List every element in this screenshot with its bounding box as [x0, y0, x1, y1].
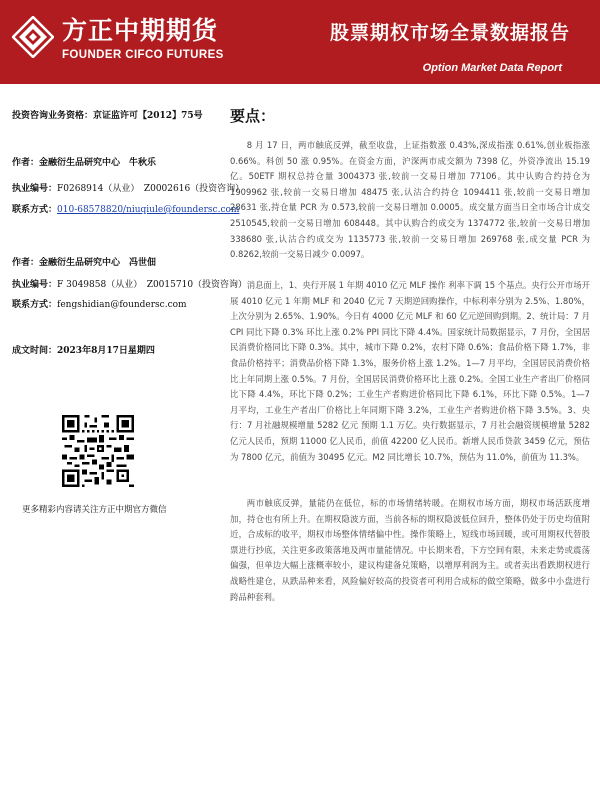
- date-value: 2023年8月17日星期四: [57, 346, 155, 356]
- company-logo: [12, 16, 224, 61]
- summary-paragraph-1: 8 月 17 日，两市触底反弹，截至收盘，上证指数涨 0.43%,深成指涨 0.61%,创业板指涨 0.66%。科创 50 涨 0.95%。在资金方面，沪深两市成交额为 7398 亿，外资净流出 15.19 亿。50ETF 期权总持仓量 3004373 张,较前一交易日增加 77106。其中认购合约持仓为 1909962 张,较前一交易日增加 48475 张,认沽合约持仓 1094411 张,较前一交易日增加 28631 张,持仓量 PCR 为 0.573,较前一交易日增加 0.0005。成交量方面当日全市场合计成交 2510545,较前一交易日增加 608448。其中认购合约成交为 1374772 张,较前一交易日增加 338680 张,认沽合约成交为 1135773 张,较前一交易日增加 269768 张,成交量 PCR 为 0.8262,较前一交易日减少 0.0097。: [230, 140, 590, 260]
- qr-caption: 更多精彩内容请关注方正中期官方微信: [22, 505, 167, 515]
- author1-practice-line: [12, 181, 244, 194]
- report-title: 股票期权市场全景数据报告: [329, 22, 570, 44]
- author2-contact-label: 联系方式：: [12, 300, 58, 310]
- author2-contact-value: fengshidian@foundersc.com: [57, 300, 187, 310]
- author1-contact-link[interactable]: 010-68578820/niuqiule@foundersc.com: [57, 205, 240, 215]
- author2-practice-value: F 3049858（从业） Z0015710（投资咨询）: [57, 280, 248, 290]
- qualification-label: 投资咨询业务资格：: [12, 111, 94, 121]
- date-line: [12, 343, 155, 356]
- author1-practice-label: 执业编号：: [12, 184, 58, 194]
- company-logo-icon: [12, 16, 54, 58]
- author2-label: 作者：: [12, 258, 40, 268]
- section-title: 要点：: [230, 107, 276, 125]
- author2-line: [12, 255, 156, 268]
- qualification-value: 京证监许可【2012】75号: [93, 111, 203, 121]
- author1-contact-line: [12, 202, 239, 215]
- qualification-line: [12, 108, 203, 121]
- report-header: [0, 0, 600, 84]
- author2-practice-label: 执业编号：: [12, 280, 58, 290]
- summary-paragraph-2: 消息面上，1、央行开展 1 年期 4010 亿元 MLF 操作 利率下调 15 个基点。央行公开市场开展 4010 亿元 1 年期 MLF 和 2040 亿元 7 天期逆回购操作，中标利率分别为 2.5%、1.80%，上次分别为 2.65%、1.90%。今日有 4000 亿元 MLF 和 60 亿元逆回购到期。2、统计局：7 月 CPI 同比下降 0.3% 环比上涨 0.2% PPI 同比下降 4.4%。国家统计局数据显示，7 月份，全国居民消费价格同比下降 0.3%。其中，城市下降 0.2%，农村下降 0.6%；食品价格下降 1.7%，非食品价格持平；消费品价格下降 1.3%，服务价格上涨 1.2%。1—7 月平均，全国居民消费价格比上年同期上涨 0.5%。7 月份，全国居民消费价格环比上涨 0.2%。全国工业生产者出厂价格同比下降 4.4%，环比下降 0.2%；工业生产者购进价格同比下降 6.1%，环比下降 0.5%。1—7 月平均，工业生产者出厂价格比上年同期下降 3.2%，工业生产者购进价格下降 3.5%。3、央行：7 月社融规模增量 5282 亿元 预期 1.1 万亿。央行数据显示，7 月社会融资规模增量 5282 亿元人民币，预期 11000 亿人民币，前值 42200 亿人民币。新增人民币贷款 3459 亿元，预估为 7800 亿元，前值为 30495 亿元。M2 同比增长 10.7%，预估为 11.0%，前值为 11.3%。: [230, 280, 590, 462]
- author1-label: 作者：: [12, 158, 40, 168]
- logo-name-en: FOUNDER CIFCO FUTURES: [62, 49, 224, 61]
- wechat-qr-code-icon: [62, 415, 134, 487]
- author1-line: [12, 155, 156, 168]
- summary-paragraph-3: 两市触底反弹，量能仍在低位，标的市场情绪转暖。在期权市场方面，期权市场活跃度增加，持仓也有所上升。在期权隐波方面，当前各标的期权隐波低位回升，整体仍处于历史均值附近，合成标的收平，期权市场整体情绪偏中性。操作策略上，短线市场回暖，或可用期权代替股票进行抄底，关注更多政策落地及两市量能情况。中长期来看，下方空间有限，未来走势或震荡偏强，但单边大幅上涨概率较小，建议构建备兑策略，以增厚利润为主。或者卖出看跌期权进行战略性建仓，从跌品种来看，风险偏好较高的投资者可利用合成标的做空策略，做多中小盘进行跨品种套利。: [230, 498, 590, 602]
- report-subtitle: Option Market Data Report: [422, 62, 562, 74]
- author2-practice-line: [12, 277, 247, 290]
- author1-contact-label: 联系方式：: [12, 205, 58, 215]
- author1-name: 金融衍生品研究中心 牛秋乐: [39, 158, 157, 168]
- date-label: 成文时间：: [12, 346, 58, 356]
- author2-name: 金融衍生品研究中心 冯世佃: [39, 258, 157, 268]
- logo-name-cn: 方正中期期货: [62, 16, 219, 45]
- author2-contact-line: [12, 297, 187, 310]
- author1-practice-value: F0268914（从业） Z0002616（投资咨询）: [57, 184, 245, 194]
